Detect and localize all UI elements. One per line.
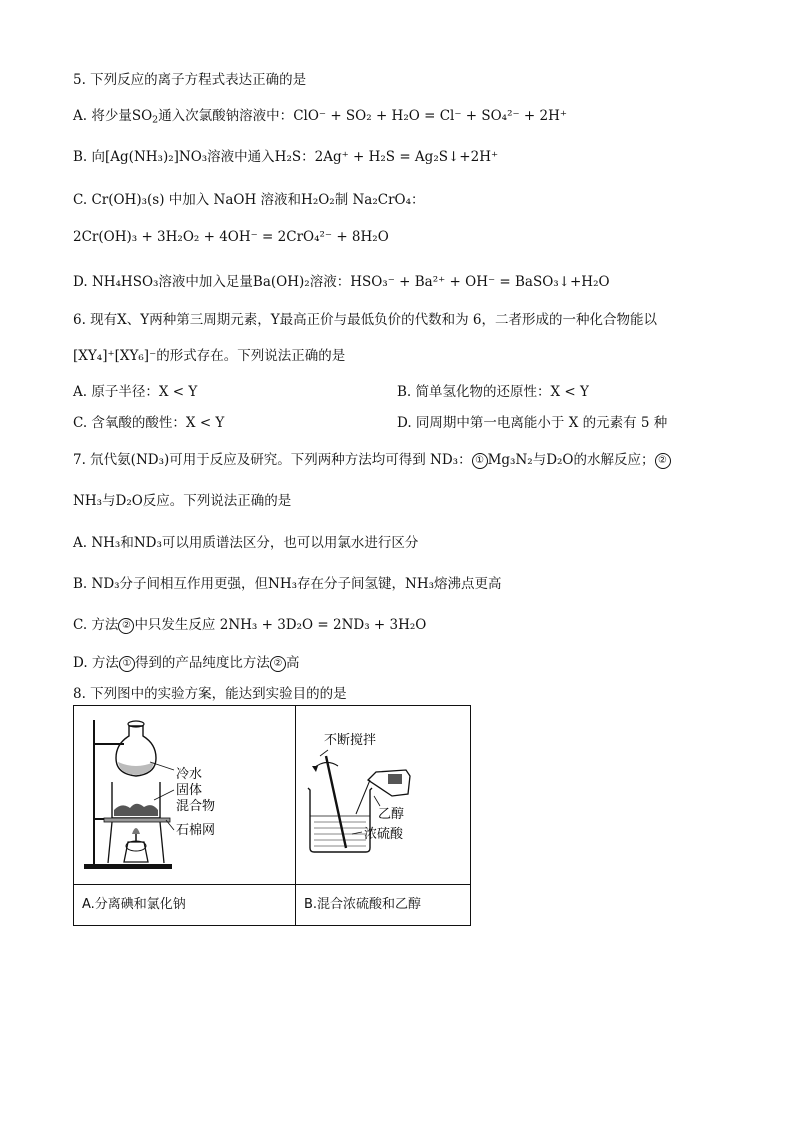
q5-option-c-equation: 2Cr(OH)₃ + 3H₂O₂ + 4OH⁻ = 2CrO₄²⁻ + 8H₂O <box>73 229 389 245</box>
q7-stem: 7. 氘代氨(ND₃)可用于反应及研究。下列两种方法均可得到 ND₃： ① Mg₃N₂与D₂O的水解反应； ② <box>73 448 671 469</box>
q6-option-c: C. 含氧酸的酸性：X < Y <box>73 415 225 431</box>
q5-option-b: B. 向[Ag(NH₃)₂]NO₃溶液中通入H₂S：2Ag⁺ + H₂S = Ag₂S↓+2H⁺ <box>73 149 499 165</box>
label-asbestos-gauze: 石棉网 <box>176 823 216 838</box>
q7-stem-line2: NH₃与D₂O反应。下列说法正确的是 <box>73 493 292 509</box>
q8-stem: 8. 下列图中的实验方案，能达到实验目的的是 <box>73 686 347 702</box>
q5-option-a: A. 将少量$SO_2$通入次氯酸钠溶液中：ClO⁻ + SO₂ + H₂O = Cl⁻ + SO₄²⁻ + 2H⁺ <box>73 108 568 126</box>
q6-option-a: A. 原子半径：X < Y <box>73 384 198 400</box>
circled-2: ② <box>118 618 134 634</box>
figure-b-caption: B.混合浓硫酸和乙醇 <box>296 885 471 926</box>
q7-option-d: D. 方法 ① 得到的产品纯度比方法 ② 高 <box>73 655 300 671</box>
circled-1: ① <box>472 453 488 469</box>
q7-option-c: C. 方法 ② 中只发生反应 2NH₃ + 3D₂O = 2ND₃ + 3H₂O <box>73 617 427 633</box>
q7-option-a: A. NH₃和ND₃可以用质谱法区分，也可以用氯水进行区分 <box>73 535 419 551</box>
label-conc-sulfuric-acid: 浓硫酸 <box>364 827 404 842</box>
mixing-apparatus-figure <box>296 706 470 884</box>
label-solid: 固体 <box>176 783 203 798</box>
circled-2: ② <box>655 453 671 469</box>
q7-option-b: B. ND₃分子间相互作用更强，但NH₃存在分子间氢键，NH₃熔沸点更高 <box>73 576 502 592</box>
label-cold-water: 冷水 <box>176 767 203 782</box>
label-ethanol: 乙醇 <box>378 807 405 822</box>
figure-b-cell <box>296 706 471 885</box>
q6-stem-line2: [XY₄]⁺[XY₆]⁻的形式存在。下列说法正确的是 <box>73 348 346 364</box>
q5-stem: 5. 下列反应的离子方程式表达正确的是 <box>73 72 307 88</box>
experiment-table <box>73 705 471 926</box>
circled-2: ② <box>270 656 286 672</box>
sublimation-apparatus-figure <box>74 706 295 884</box>
q5-option-d: D. NH₄HSO₃溶液中加入足量Ba(OH)₂溶液：HSO₃⁻ + Ba²⁺ + OH⁻ = BaSO₃↓+H₂O <box>73 274 610 290</box>
q6-stem: 6. 现有X、Y两种第三周期元素，Y最高正价与最低负价的代数和为 6，二者形成的一种化合物能以 <box>73 312 657 328</box>
circled-1: ① <box>119 656 135 672</box>
figure-a-cell <box>74 706 296 885</box>
q5-option-c: C. Cr(OH)₃(s) 中加入 NaOH 溶液和H₂O₂制 Na₂CrO₄： <box>73 192 425 208</box>
label-mixture: 混合物 <box>176 799 216 814</box>
q6-option-b: B. 简单氢化物的还原性：X < Y <box>397 384 589 400</box>
figure-a-caption: A.分离碘和氯化钠 <box>74 885 296 926</box>
q6-option-d: D. 同周期中第一电离能小于 X 的元素有 5 种 <box>397 415 668 431</box>
label-stir: 不断搅拌 <box>324 733 377 748</box>
